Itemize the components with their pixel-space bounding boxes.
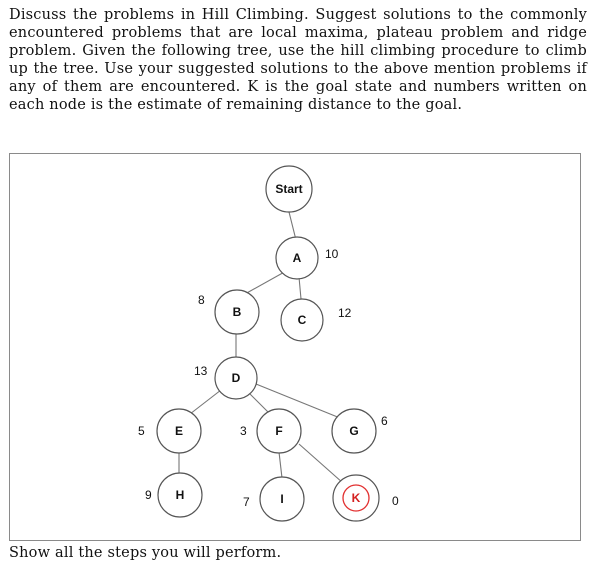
node-label-start: Start: [275, 182, 303, 196]
tree-diagram-frame: [9, 153, 581, 541]
estimate-h: 9: [145, 488, 152, 502]
node-label-b: B: [232, 305, 242, 319]
node-label-c: C: [297, 313, 307, 327]
instruction-text: Show all the steps you will perform.: [9, 545, 282, 561]
estimate-f: 3: [240, 424, 247, 438]
node-label-a: A: [292, 251, 302, 265]
edge-a-c: [299, 277, 301, 299]
node-label-e: E: [174, 424, 184, 438]
node-i: [260, 477, 304, 521]
node-label-k: K: [351, 491, 361, 505]
node-label-d: D: [231, 371, 241, 385]
edge-d-f: [250, 394, 268, 412]
estimate-g: 6: [381, 414, 388, 428]
edge-d-e: [190, 390, 221, 414]
node-e: [157, 409, 201, 453]
edge-f-i: [279, 452, 282, 478]
node-a: [276, 237, 318, 279]
estimate-a: 10: [325, 247, 339, 261]
estimate-i: 7: [243, 495, 250, 509]
edge-a-b: [245, 270, 288, 294]
node-d: [215, 357, 257, 399]
node-k-goal: [333, 475, 379, 521]
estimate-b: 8: [198, 293, 205, 307]
question-text: Discuss the problems in Hill Climbing. Suggest solutions to the commonly encountered problems that are local maxima, plateau problem and ridge problem. Given the following tree, use the hill climbing procedure to climb up the tree. Use your suggested solutions to the above mention problems if any of them are encountered. K is the goal state and numbers written on each node is the estimate of remaining distance to the goal.: [9, 7, 587, 113]
estimate-k: 0: [392, 494, 399, 508]
node-b: [215, 290, 259, 334]
search-tree-diagram: [10, 154, 582, 542]
node-h: [158, 473, 202, 517]
node-c: [281, 299, 323, 341]
node-start: [266, 166, 312, 212]
node-g: [332, 409, 376, 453]
estimate-e: 5: [138, 424, 145, 438]
node-label-h: H: [175, 488, 185, 502]
edge-start-a: [289, 212, 296, 240]
estimate-d: 13: [194, 364, 208, 378]
node-f: [257, 409, 301, 453]
edge-f-k: [299, 444, 343, 483]
node-label-f: F: [275, 424, 283, 438]
node-label-g: G: [349, 424, 359, 438]
estimate-c: 12: [338, 306, 352, 320]
node-label-i: I: [280, 492, 284, 506]
